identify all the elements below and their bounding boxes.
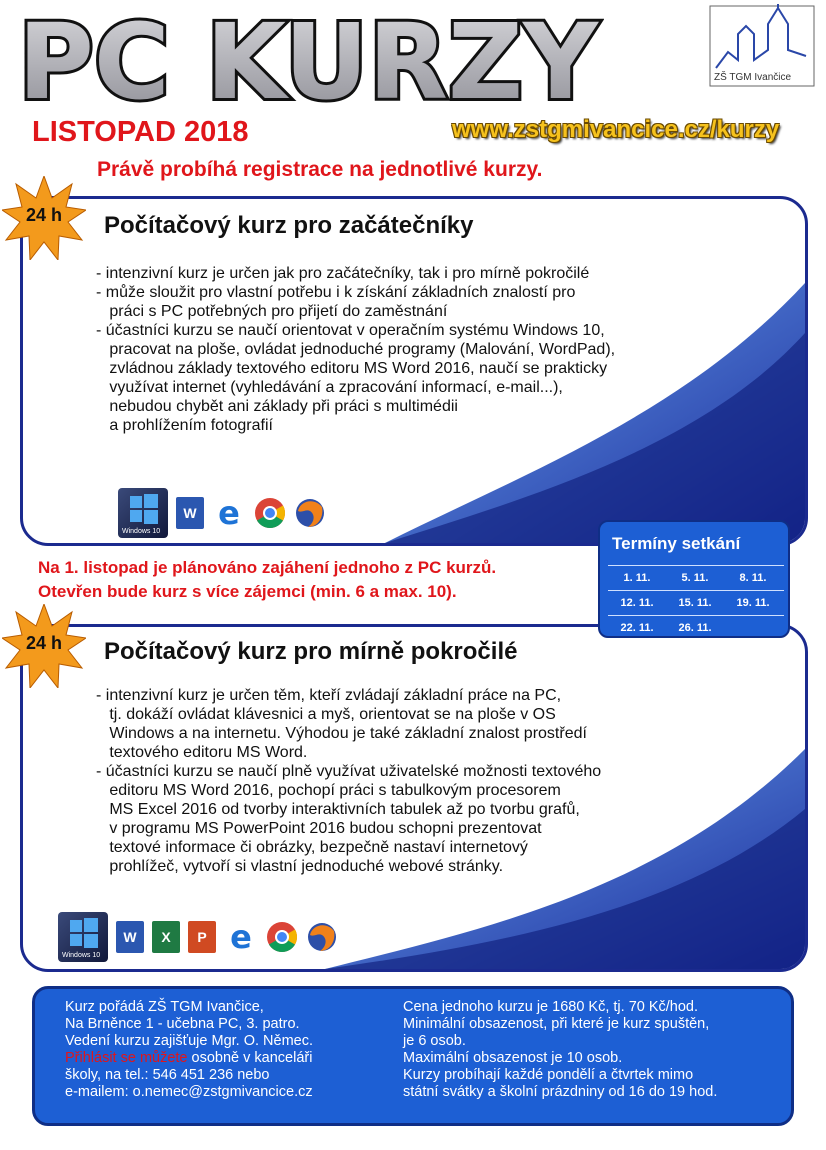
pricing-info: Cena jednoho kurzu je 1680 Kč, tj. 70 Kč/hod. Minimální obsazenost, při které je kurz spuštěn, je 6 osob. Maximální obsazenost je 10 osob. Kurzy probíhají každé pondělí a čtvrtek mimo státní svátky a školní prázdniny od 16 do 19 hod. [403, 999, 718, 1100]
firefox-icon [306, 921, 338, 953]
chrome-icon [266, 921, 298, 953]
schedule-date: 5. 11. [681, 572, 709, 584]
month-heading: LISTOPAD 2018 [32, 116, 249, 148]
schedule-date: 15. 11. [678, 597, 712, 609]
schedule-date: 1. 11. [623, 572, 651, 584]
schedule-row [608, 590, 784, 609]
svg-text:e: e [218, 496, 240, 530]
organizer-text: Kurz pořádá ZŠ TGM Ivančice, Na Brněnce 1 - učebna PC, 3. patro. Vedení kurzu zajišťuje Mgr. O. Němec. [65, 999, 314, 1049]
powerpoint-icon: P [188, 921, 216, 953]
registration-notice: Právě probíhá registrace na jednotlivé kurzy. [97, 158, 543, 181]
chrome-icon [254, 497, 286, 529]
firefox-icon [294, 497, 326, 529]
schedule-date: 26. 11. [678, 622, 712, 634]
schedule-date: 22. 11. [620, 622, 654, 634]
course-title: Počítačový kurz pro začátečníky [104, 212, 474, 239]
schedule-panel [598, 520, 790, 638]
footer-info-panel [32, 986, 794, 1126]
hours-badge [2, 604, 86, 688]
schedule-row [608, 565, 784, 584]
edge-icon [224, 920, 258, 954]
poster-title [14, 2, 604, 120]
opening-notice [38, 556, 496, 604]
windows-10-icon [58, 912, 108, 962]
notice-line: Otevřen bude kurz s více zájemci (min. 6 a max. 10). [38, 582, 457, 601]
edge-icon [212, 496, 246, 530]
schedule-date [724, 622, 782, 634]
schedule-date: 8. 11. [739, 572, 767, 584]
title-graphic [14, 2, 604, 120]
contact-text: osobně v kanceláři školy, na tel.: 546 451 236 nebo e-mailem: o.nemec@zstgmivancice.cz [65, 1050, 313, 1100]
course-description: - intenzivní kurz je určen jak pro začátečníky, tak i pro mírně pokročilé - může sloužit pro vlastní potřebu i k získání základních znalostí pro práci s PC potřebných pro přijetí do zaměstnání - účastníci kurzu se naučí orientovat v operačním systému Windows 10, pracovat na ploše, ovládat jednoduché programy (Malování, WordPad), zvládnou základy textového editoru MS Word 2016, naučí se prakticky využívat internet (vyhledávání a zpracování informací, e-mail...), nebudou chybět ani základy při práci s multimédii a prohlížením fotografií [96, 265, 616, 434]
hours-label: 24 h [25, 633, 63, 653]
excel-icon: X [152, 921, 180, 953]
software-icons [58, 912, 346, 962]
schedule-row [608, 615, 784, 634]
schedule-date: 12. 11. [620, 597, 654, 609]
windows-label: Windows 10 [62, 952, 101, 959]
signup-highlight: Přihlásit se můžete [65, 1050, 188, 1066]
hours-badge [2, 176, 86, 260]
course-description: - intenzivní kurz je určen těm, kteří zvládají základní práce na PC, tj. dokáží ovládat klávesnici a myš, orientovat se na ploše v OS Windows a na internetu. Výhodou je také základní znalost prostředí textového editoru MS Word. - účastníci kurzu se naučí plně využívat uživatelské možnosti textového editoru MS Word 2016, pochopí práci s tabulkovým procesorem MS Excel 2016 od tvorby interaktivních tabulek až po tvorbu grafů, v programu MS PowerPoint 2016 budou schopni prezentovat textové informace či obrázky, bezpečně nastaví internetový prohlížeč, vytvoří si vlastní jednoduché webové stránky. [96, 687, 602, 875]
software-icons [118, 488, 334, 538]
windows-label: Windows 10 [122, 528, 161, 535]
windows-10-icon [118, 488, 168, 538]
organizer-info [65, 999, 313, 1101]
website-url[interactable]: www.zstgmivancice.cz/kurzy [452, 116, 780, 143]
svg-text:e: e [230, 920, 252, 954]
schedule-title: Termíny setkání [612, 534, 741, 553]
schedule-date: 19. 11. [736, 597, 770, 609]
course-title: Počítačový kurz pro mírně pokročilé [104, 638, 518, 665]
word-icon: W [116, 921, 144, 953]
word-icon: W [176, 497, 204, 529]
title-text: PC KURZY [18, 2, 600, 120]
hours-label: 24 h [25, 205, 63, 225]
notice-line: Na 1. listopad je plánováno zajáhení jednoho z PC kurzů. [38, 558, 497, 577]
logo-caption: ZŠ TGM Ivančice [714, 72, 792, 83]
